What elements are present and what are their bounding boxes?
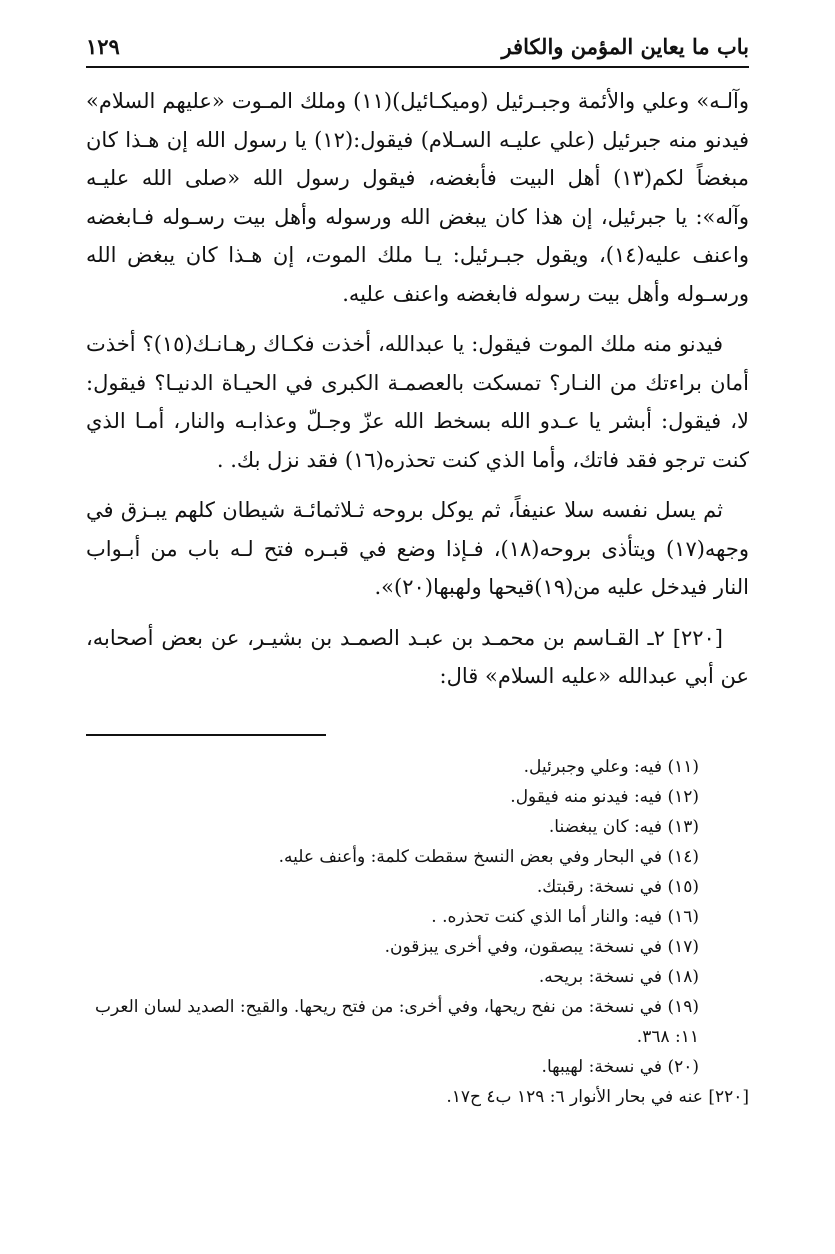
footnote-13: (١٣) فيه: كان يبغضنا. <box>548 817 699 837</box>
footnote-18: (١٨) في نسخة: بريحه. <box>538 967 699 987</box>
footnotes <box>86 752 749 1112</box>
paragraph-3: ثم يسل نفسه سلا عنيفاً، ثم يوكل بروحه ثـلاثمائـة شيطان كلهم يبـزق في وجهه(١٧) ويتأذى بروحه(١٨)، فـإذا وضع في قبـره فتح لـه باب من أبـواب النار فيدخل عليه من(١٩)قيحها ولهبها(٢٠)». <box>86 498 749 599</box>
footnote-19: (١٩) في نسخة: من نفح ريحها، وفي أخرى: من فتح ريحها. والقيح: الصديد لسان العرب ١١: ٣٦٨. <box>95 997 699 1047</box>
paragraph-2: فيدنو منه ملك الموت فيقول: يا عبدالله، أخذت فكـاك رهـانـك(١٥)؟ أخذت أمان براءتك من النـار؟ تمسكت بالعصمـة الكبرى في الحيـاة الدنيـا؟ فيقول: لا، فيقول: أبشر يا عـدو الله بسخط الله عزّ وجـلّ وعذابـه والنار، أمـا الذي كنت ترجو فقد فاتك، وأما الذي كنت تحذره(١٦) فقد نزل بك. . <box>86 332 749 472</box>
page-number: ١٢٩ <box>86 34 120 59</box>
source-reference: [٢٢٠] عنه في بحار الأنوار ٦: ١٢٩ ب٤ ح١٧. <box>446 1087 749 1107</box>
paragraph-4: [٢٢٠] ٢ـ القـاسم بن محمـد بن عبـد الصمـد بن بشيـر، عن بعض أصحابه، عن أبي عبدالله «عليه السلام» قال: <box>86 625 749 688</box>
header-divider <box>86 66 749 68</box>
footnote-16: (١٦) فيه: والنار أما الذي كنت تحذره. . <box>431 907 699 927</box>
running-header <box>86 28 749 64</box>
footnote-11: (١١) فيه: وعلي وجبرئيل. <box>523 757 699 777</box>
footnote-20: (٢٠) في نسخة: لهيبها. <box>541 1057 699 1077</box>
footnote-15: (١٥) في نسخة: رقبتك. <box>536 877 699 897</box>
footnote-12: (١٢) فيه: فيدنو منه فيقول. <box>510 787 699 807</box>
main-text <box>86 82 749 708</box>
footnote-divider <box>86 734 326 736</box>
footnote-17: (١٧) في نسخة: يبصقون، وفي أخرى يبزقون. <box>384 937 699 957</box>
footnote-14: (١٤) في البحار وفي بعض النسخ سقطت كلمة: وأعنف عليه. <box>278 847 699 867</box>
paragraph-1: وآلـه» وعلي والأئمة وجبـرئيل (وميكـائيل)(١١) وملك المـوت «عليهم السلام» فيدنو منه جبرئيل (علي عليـه السـلام) فيقول:(١٢) يا رسول الله إن هـذا كان مبغضاً لكم(١٣) أهل البيت فأبغضه، فيقول رسول الله «صلى الله عليـه وآله»: يا جبرئيل، إن هذا كان يبغض الله ورسوله وأهل بيت رسـوله فـابغضه واعنف عليه(١٤)، ويقول جبـرئيل: يـا ملك الموت، إن هـذا كان يبغض الله ورسـوله وأهل بيت رسوله فابغضه واعنف عليه. <box>86 89 750 306</box>
chapter-title: باب ما يعاين المؤمن والكافر <box>501 34 749 59</box>
